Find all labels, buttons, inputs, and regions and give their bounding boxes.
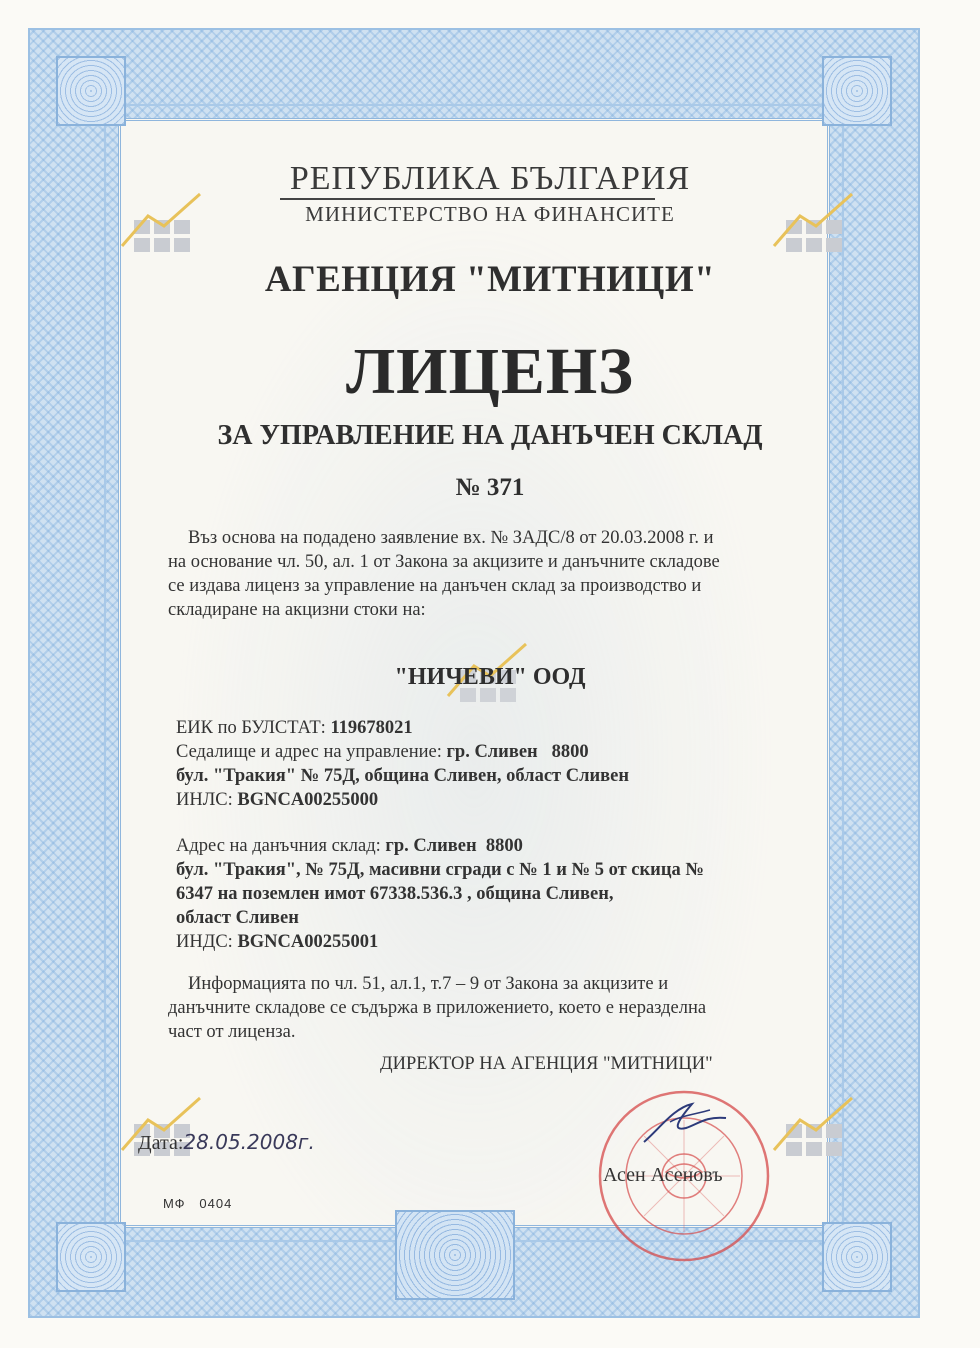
agency-heading: АГЕНЦИЯ "МИТНИЦИ"	[264, 259, 716, 300]
intro-line: складиране на акцизни стоки на:	[168, 600, 426, 620]
intro-paragraph	[168, 526, 783, 622]
closing-paragraph	[168, 972, 783, 1044]
inls-value: BGNCA00255000	[237, 790, 379, 810]
eik-value: 119678021	[330, 718, 413, 738]
eik-label: ЕИК по БУЛСТАТ:	[176, 718, 326, 738]
inds-label: ИНДС:	[176, 932, 233, 952]
corner-ornament	[56, 56, 126, 126]
inds-value: BGNCA00255001	[237, 932, 379, 952]
closing-line: данъчните складове се съдържа в приложението, което е неразделна	[168, 998, 707, 1018]
signature	[640, 1098, 730, 1148]
inls-row	[176, 788, 786, 812]
intro-line: Въз основа на подадено заявление вх. № ЗАДС/8 от 20.03.2008 г. и	[188, 528, 714, 548]
date-value: 28.05.2008г.	[183, 1130, 315, 1154]
company-name: "НИЧЕВИ" ООД	[394, 664, 586, 690]
seat-value: гр. Сливен 8800	[446, 742, 589, 762]
ministry-logo-icon	[772, 1090, 858, 1164]
closing-line: част от лиценза.	[168, 1022, 296, 1042]
date-field	[138, 1130, 315, 1155]
registration-details	[176, 716, 786, 812]
closing-line: Информацията по чл. 51, ал.1, т.7 – 9 от Закона за акцизите и	[188, 974, 669, 994]
corner-ornament	[56, 1222, 126, 1292]
warehouse-address-line: бул. "Тракия", № 75Д, масивни сгради с № 1 и № 5 от скица №	[176, 860, 704, 880]
warehouse-address-line: 6347 на поземлен имот 67338.536.3 , община Сливен,	[176, 884, 614, 904]
corner-ornament	[822, 1222, 892, 1292]
eik-row	[176, 716, 786, 740]
ministry-heading: МИНИСТЕРСТВО НА ФИНАНСИТЕ	[305, 202, 675, 226]
corner-ornament	[822, 56, 892, 126]
license-title: ЛИЦЕНЗ	[345, 335, 635, 408]
warehouse-address-label: Адрес на данъчния склад:	[176, 836, 381, 856]
republic-heading: РЕПУБЛИКА БЪЛГАРИЯ	[289, 160, 691, 197]
warehouse-address-value: гр. Сливен 8800	[385, 836, 523, 856]
license-number: № 371	[455, 474, 525, 501]
intro-line: на основание чл. 50, ал. 1 от Закона за акцизите и данъчните складове	[168, 552, 720, 572]
seat-label: Седалище и адрес на управление:	[176, 742, 442, 762]
header-divider	[280, 198, 655, 200]
seat-row	[176, 740, 786, 764]
form-code: МФ 0404	[163, 1196, 233, 1211]
license-subtitle: ЗА УПРАВЛЕНИЕ НА ДАНЪЧЕН СКЛАД	[217, 420, 763, 451]
warehouse-address-row	[176, 834, 786, 858]
inds-row	[176, 930, 786, 954]
intro-line: се издава лиценз за управление на данъчен склад за производство и	[168, 576, 702, 596]
inls-label: ИНЛС:	[176, 790, 233, 810]
date-label: Дата:	[138, 1132, 184, 1154]
seat-address: бул. "Тракия" № 75Д, община Сливен, област Сливен	[176, 766, 629, 786]
director-title: ДИРЕКТОР НА АГЕНЦИЯ "МИТНИЦИ"	[380, 1054, 713, 1074]
bottom-center-ornament	[395, 1210, 515, 1300]
warehouse-address-line: област Сливен	[176, 908, 299, 928]
signer-name: Асен Асеновъ	[603, 1164, 723, 1186]
warehouse-details	[176, 834, 786, 954]
